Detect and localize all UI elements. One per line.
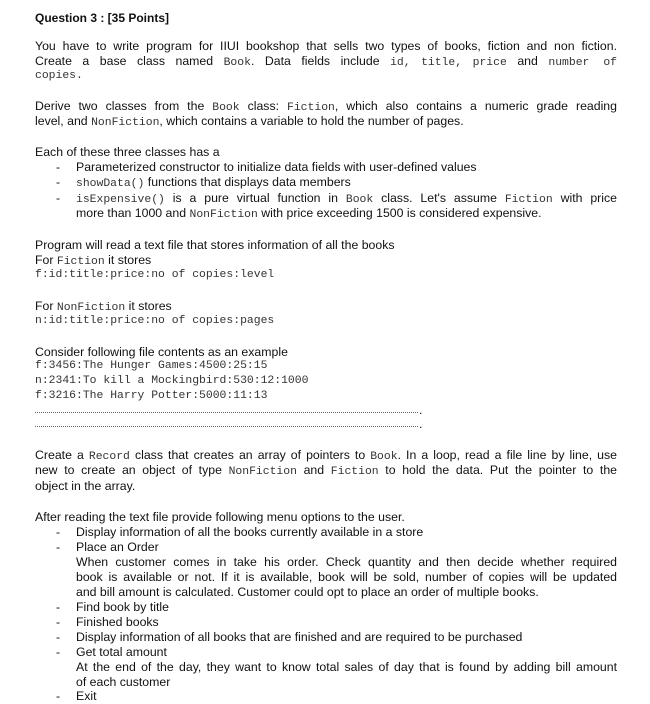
bullet-dash: - — [56, 175, 61, 189]
fiction-format-label: For Fiction it stores — [35, 253, 152, 268]
order-desc-line-2: book is available or not. If it is available, book will be sold, number of copies will be updated — [76, 570, 617, 584]
classes-heading: Each of these three classes has a — [35, 145, 220, 159]
bullet-dash: - — [56, 600, 61, 614]
record-line-3: object in the array. — [35, 479, 136, 493]
intro-line-3: copies. — [35, 70, 83, 82]
menu-item-display-finished: Display information of all books that are finished and are required to be purchased — [76, 630, 523, 644]
dotted-line-end: . — [419, 403, 423, 417]
bullet-dash: - — [56, 160, 61, 174]
example-line-3: f:3216:The Harry Potter:5000:11:13 — [35, 390, 268, 402]
dotted-line-end: . — [419, 417, 423, 431]
question-heading: Question 3 : [35 Points] — [35, 11, 170, 25]
menu-heading: After reading the text file provide following menu options to the user. — [35, 510, 405, 524]
menu-item-exit: Exit — [76, 689, 97, 703]
menu-item-finished-books: Finished books — [76, 615, 159, 629]
classes-item-isexpensive: isExpensive() is a pure virtual function in Book class. Let's assume Fiction with price — [76, 191, 617, 206]
dotted-line — [35, 426, 418, 427]
dotted-line — [35, 412, 418, 413]
bullet-dash: - — [56, 191, 61, 205]
classes-item-showdata: showData() functions that displays data members — [76, 175, 351, 190]
classes-item-isexpensive-cont: more than 1000 and NonFiction with price exceeding 1500 is considered expensive. — [76, 206, 542, 221]
order-desc-line-1: When customer comes in take his order. Check quantity and then decide whether required — [76, 555, 617, 569]
intro-line-1: You have to write program for IIUI bookshop that sells two types of books, fiction and non fiction. — [35, 39, 617, 53]
menu-item-find-book: Find book by title — [76, 600, 169, 614]
intro-line-2: Create a base class named Book. Data fields include id, title, price and number of — [35, 54, 617, 69]
example-heading: Consider following file contents as an example — [35, 345, 288, 359]
nonfiction-format-label: For NonFiction it stores — [35, 299, 172, 314]
bullet-dash: - — [56, 689, 61, 703]
bullet-dash: - — [56, 630, 61, 644]
menu-item-total-amount: Get total amount — [76, 645, 167, 659]
total-desc-line-1: At the end of the day, they want to know total sales of day that is found by adding bill amount — [76, 660, 617, 674]
example-line-2: n:2341:To kill a Mockingbird:530:12:1000 — [35, 375, 309, 387]
order-desc-line-3: and bill amount is calculated. Customer could opt to place an order of multiple books. — [76, 585, 539, 599]
menu-item-display-all: Display information of all the books currently available in a store — [76, 525, 424, 539]
derive-line-2: level, and NonFiction, which contains a variable to hold the number of pages. — [35, 114, 464, 129]
bullet-dash: - — [56, 525, 61, 539]
program-intro: Program will read a text file that stores information of all the books — [35, 238, 395, 252]
menu-item-place-order: Place an Order — [76, 540, 159, 554]
example-line-1: f:3456:The Hunger Games:4500:25:15 — [35, 360, 268, 372]
classes-item-constructor: Parameterized constructor to initialize data fields with user-defined values — [76, 160, 477, 174]
bullet-dash: - — [56, 645, 61, 659]
record-line-1: Create a Record class that creates an array of pointers to Book. In a loop, read a file line by line, use — [35, 448, 617, 463]
nonfiction-format: n:id:title:price:no of copies:pages — [35, 315, 275, 327]
derive-line-1: Derive two classes from the Book class: Fiction, which also contains a numeric grade reading — [35, 99, 617, 114]
record-line-2: new to create an object of type NonFiction and Fiction to hold the data. Put the pointer to the — [35, 463, 617, 478]
total-desc-line-2: of each customer — [76, 675, 171, 689]
bullet-dash: - — [56, 615, 61, 629]
bullet-dash: - — [56, 540, 61, 554]
fiction-format: f:id:title:price:no of copies:level — [35, 269, 275, 281]
